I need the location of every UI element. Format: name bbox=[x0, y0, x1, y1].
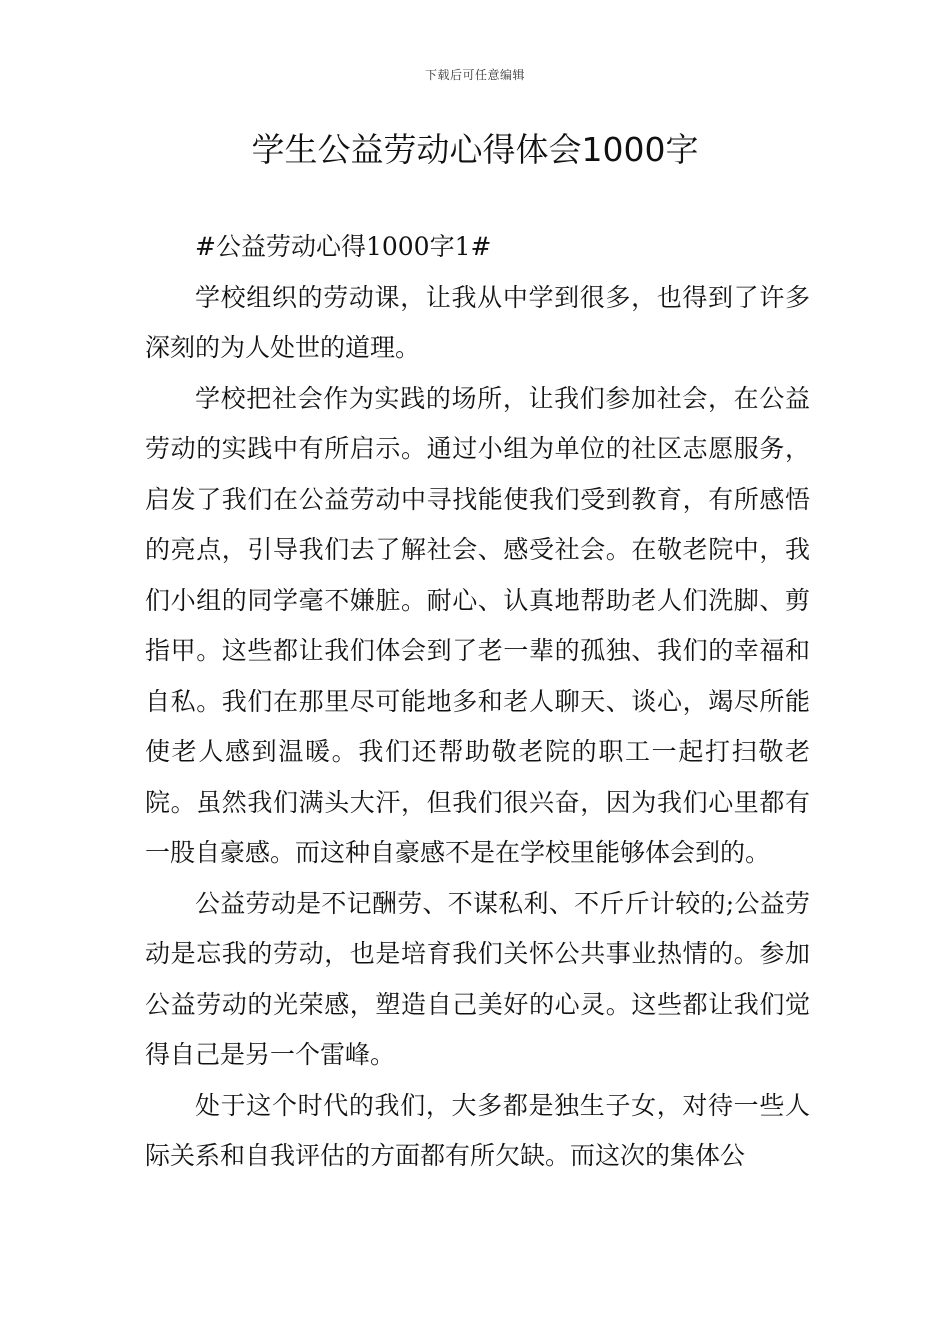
document-title: 学生公益劳动心得体会1000字 bbox=[251, 130, 699, 169]
body-paragraph: 学校把社会作为实践的场所，让我们参加社会，在公益劳动的实践中有所启示。通过小组为单位的社区志愿服务，启发了我们在公益劳动中寻找能使我们受到教育，有所感悟的亮点，引导我们去了解社会、感受社会。在敬老院中，我们小组的同学毫不嫌脏。耐心、认真地帮助老人们洗脚、剪指甲。这些都让我们体会到了老一辈的孤独、我们的幸福和自私。我们在那里尽可能地多和老人聊天、谈心，竭尽所能使老人感到温暖。我们还帮助敬老院的职工一起打扫敬老院。虽然我们满头大汗，但我们很兴奋，因为我们心里都有一股自豪感。而这种自豪感不是在学校里能够体会到的。 bbox=[145, 383, 810, 867]
body-paragraph: 公益劳动是不记酬劳、不谋私利、不斤斤计较的;公益劳动是忘我的劳动，也是培育我们关怀公共事业热情的。参加公益劳动的光荣感，塑造自己美好的心灵。这些都让我们觉得自己是另一个雷峰。 bbox=[145, 888, 810, 1069]
header-note: 下载后可任意编辑 bbox=[424, 68, 525, 82]
body-paragraph: 处于这个时代的我们，大多都是独生子女，对待一些人际关系和自我评估的方面都有所欠缺。而这次的集体公 bbox=[145, 1090, 810, 1170]
section-heading: #公益劳动心得1000字1# bbox=[195, 232, 492, 261]
document-body bbox=[145, 222, 810, 1182]
body-paragraph: 学校组织的劳动课，让我从中学到很多，也得到了许多深刻的为人处世的道理。 bbox=[145, 282, 810, 362]
